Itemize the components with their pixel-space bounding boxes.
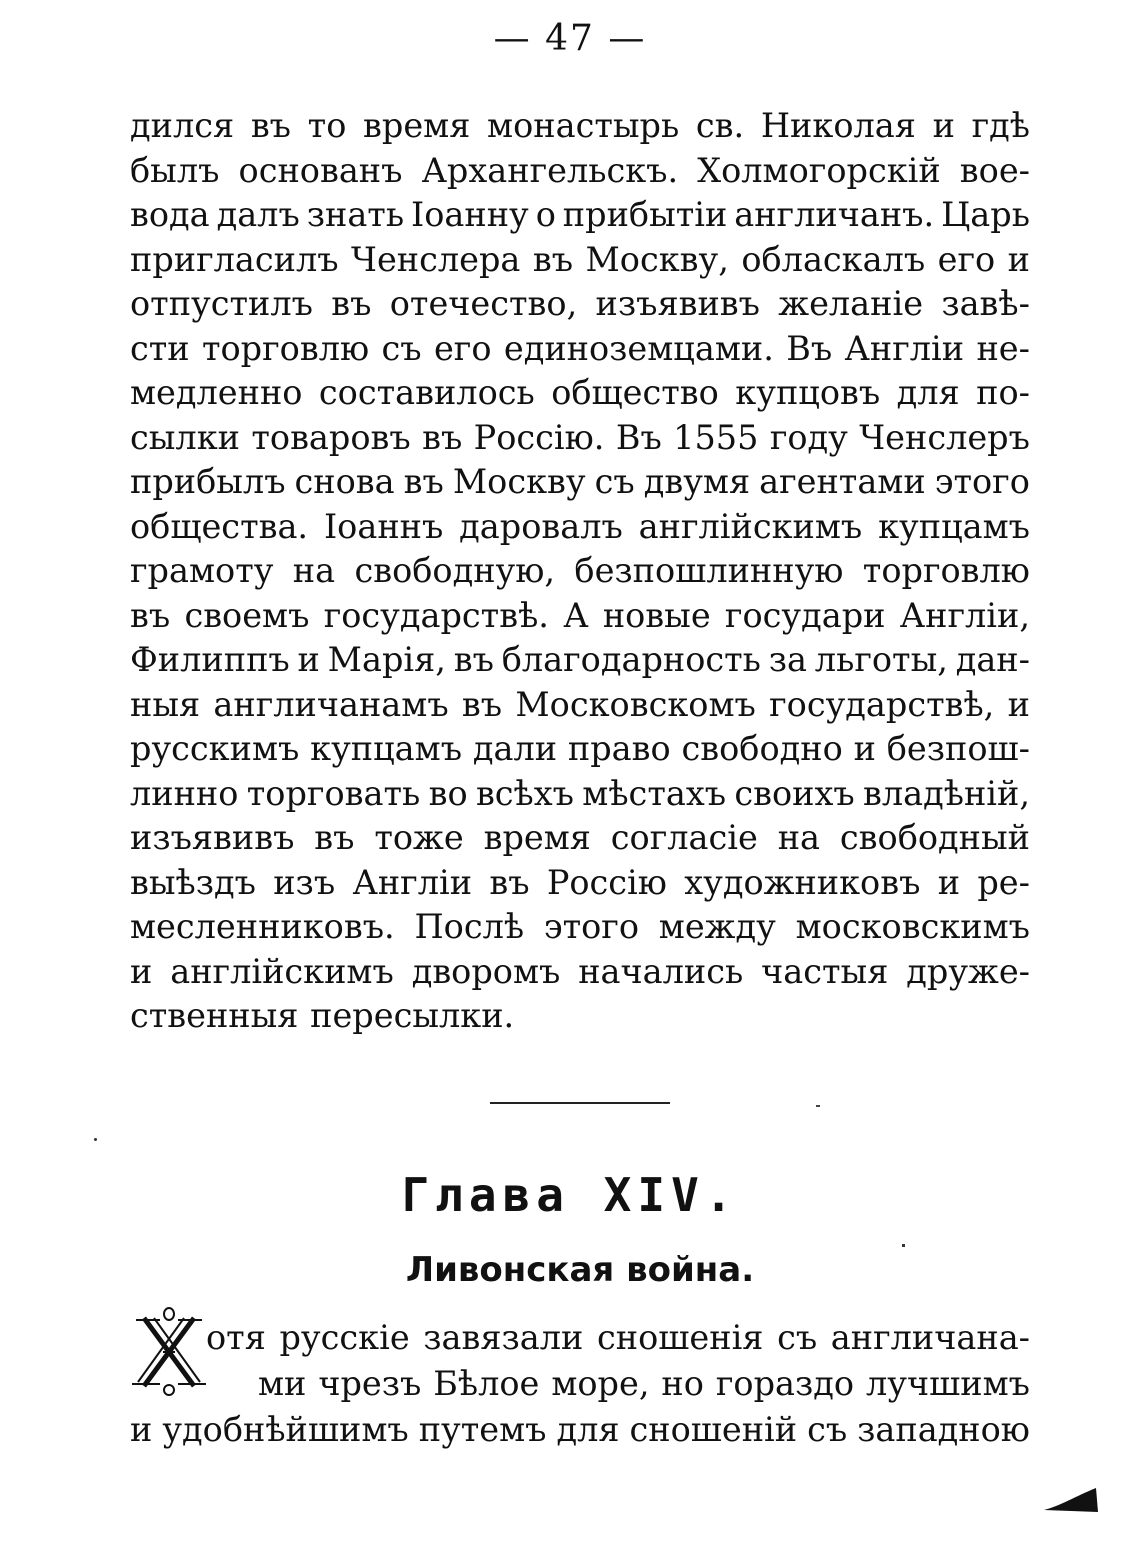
word: отечество,	[389, 284, 578, 323]
chapter-lead-line-1	[206, 1316, 1030, 1361]
word: въ	[130, 595, 171, 635]
word: основанъ	[238, 150, 403, 190]
word: безпош-	[886, 729, 1030, 768]
word: въ	[453, 640, 494, 679]
word: лучшимъ	[866, 1364, 1030, 1403]
word: и	[130, 951, 153, 991]
word: Марія,	[327, 640, 446, 679]
word: и	[1007, 239, 1030, 279]
word: время	[363, 106, 471, 145]
word: тоже	[374, 818, 464, 857]
word: Ченслера	[351, 239, 521, 279]
word: завѣ-	[941, 284, 1030, 323]
text-line	[130, 460, 1030, 505]
word: московскимъ	[795, 907, 1030, 946]
word: далъ	[216, 195, 300, 234]
word: прибытіи	[562, 195, 728, 234]
text-line	[130, 638, 1030, 683]
text-line	[130, 816, 1030, 861]
word: начались	[578, 951, 744, 991]
text-line	[130, 905, 1030, 950]
word: по-	[976, 373, 1030, 412]
word: Московскомъ	[515, 684, 756, 724]
word: завязали	[423, 1318, 584, 1357]
word: месленниковъ.	[130, 907, 395, 946]
text-line	[206, 1316, 1030, 1361]
word: линно	[130, 773, 239, 813]
text-line	[130, 282, 1030, 327]
word: безпошлинную	[574, 551, 844, 590]
word: англійскимъ	[170, 951, 394, 991]
word: торговлю	[862, 551, 1030, 590]
word: знать	[306, 195, 405, 234]
body-text	[130, 104, 1030, 1039]
word: изъ	[273, 862, 336, 902]
word: въ	[532, 239, 574, 279]
word: за	[768, 640, 807, 679]
word: Николая	[760, 106, 916, 145]
word: купцовъ	[735, 373, 881, 412]
chapter-lead-line-3	[130, 1408, 1030, 1453]
word: англичана-	[830, 1318, 1030, 1357]
word: Англіи	[352, 862, 473, 902]
word: государствѣ,	[769, 684, 995, 724]
page-corner	[1040, 1486, 1100, 1518]
word: составилось	[318, 373, 535, 412]
word: Іоанну	[411, 195, 529, 234]
word: море,	[551, 1364, 650, 1403]
word: не-	[976, 328, 1030, 368]
word: гдѣ	[971, 106, 1030, 145]
word: гораздо	[715, 1364, 855, 1403]
word: о	[535, 195, 556, 234]
text-line	[130, 193, 1030, 238]
word: русскіе	[279, 1318, 410, 1357]
chapter-lead-line-2	[258, 1362, 1030, 1407]
word: Архангельскъ.	[421, 150, 679, 190]
word: между	[658, 907, 776, 946]
text-line	[130, 416, 1030, 461]
word: медленно	[130, 373, 303, 412]
word: съ	[777, 1318, 818, 1357]
word: товаровъ	[251, 417, 411, 457]
word: и	[937, 862, 961, 902]
text-line	[130, 327, 1030, 372]
ink-smudge-icon	[1040, 1486, 1100, 1514]
word: Бѣлое	[433, 1364, 540, 1403]
word: даровалъ	[459, 506, 623, 546]
word: съ	[381, 328, 422, 368]
word: вое-	[959, 150, 1030, 190]
word: свободно	[681, 729, 843, 768]
word: пригласилъ	[130, 239, 339, 279]
text-line	[130, 950, 1030, 995]
word: художниковъ	[684, 862, 921, 902]
text-line	[130, 861, 1030, 906]
word: въ	[314, 818, 355, 857]
word: купцамъ	[310, 729, 463, 768]
word: Англіи	[844, 328, 965, 368]
word: выѣздъ	[130, 862, 256, 902]
word: и	[1007, 684, 1030, 724]
word: А	[563, 595, 589, 635]
word: въ	[422, 417, 463, 457]
ink-speck	[94, 1138, 97, 1141]
text-line	[130, 683, 1030, 728]
word: русскимъ	[130, 729, 300, 768]
word: въ	[403, 462, 444, 501]
word: дился	[130, 106, 235, 145]
word: всѣхъ	[475, 773, 574, 813]
word: на	[292, 551, 336, 590]
word: желаніе	[778, 284, 924, 323]
word: ственныя	[130, 996, 299, 1035]
word: то	[307, 106, 347, 145]
word: Послѣ	[414, 907, 525, 946]
word: англичанъ.	[734, 195, 935, 234]
word: дворомъ	[411, 951, 561, 991]
word: друже-	[906, 951, 1030, 991]
word: торговлю	[201, 328, 370, 368]
word: западною	[857, 1410, 1030, 1449]
word: вода	[130, 195, 210, 234]
word: время	[483, 818, 591, 857]
word: благодарность	[501, 640, 761, 679]
word: и	[932, 106, 955, 145]
word: чрезъ	[318, 1364, 422, 1403]
word: Царь	[941, 195, 1030, 234]
word: и	[130, 1410, 153, 1449]
text-line	[130, 594, 1030, 639]
word: этого	[934, 462, 1030, 501]
word: Москву	[452, 462, 586, 501]
word: единоземцами.	[503, 328, 774, 368]
word: англійскимъ	[638, 506, 863, 546]
text-line	[258, 1362, 1030, 1407]
word: льготы,	[814, 640, 948, 679]
word: во	[428, 773, 468, 813]
word: и	[853, 729, 876, 768]
word: согласіе	[610, 818, 758, 857]
text-line	[130, 238, 1030, 283]
word: съ	[807, 1410, 848, 1449]
word: въ	[250, 106, 291, 145]
word: путемъ	[418, 1410, 547, 1449]
dropcap-initial	[130, 1306, 208, 1396]
ink-speck	[816, 1105, 820, 1107]
word: монастырь	[487, 106, 680, 145]
text-line	[130, 727, 1030, 772]
word: дали	[472, 729, 558, 768]
word: обласкалъ	[741, 239, 926, 279]
ink-speck	[902, 1244, 905, 1247]
word: государствѣ.	[323, 595, 549, 635]
text-line	[130, 149, 1030, 194]
word: его	[433, 328, 492, 368]
text-line	[130, 371, 1030, 416]
word: свободную,	[354, 551, 556, 590]
text-line	[130, 772, 1030, 817]
word: былъ	[130, 150, 220, 190]
section-divider	[490, 1102, 670, 1104]
text-line	[130, 104, 1030, 149]
chapter-subtitle: Ливонская война.	[405, 1250, 755, 1290]
page-number: — 47 —	[493, 18, 647, 59]
word: его	[937, 239, 996, 279]
word: Россію.	[473, 417, 605, 457]
text-line	[130, 1408, 1030, 1453]
word: общества.	[130, 506, 309, 546]
word: ре-	[977, 862, 1030, 902]
word: двумя	[643, 462, 751, 501]
ornamental-letter-x-icon	[130, 1306, 208, 1396]
word: изъявивъ	[130, 818, 295, 857]
word: но	[661, 1364, 704, 1403]
word: изъявивъ	[595, 284, 760, 323]
word: снова	[294, 462, 395, 501]
word: въ	[461, 684, 503, 724]
word: право	[567, 729, 671, 768]
word: съ	[594, 462, 635, 501]
text-line	[130, 505, 1030, 550]
word: своихъ	[734, 773, 855, 813]
word: для	[556, 1410, 620, 1449]
word: ми	[258, 1364, 307, 1403]
word: сношенія	[597, 1318, 764, 1357]
word: государи	[724, 595, 886, 635]
word: Въ	[615, 417, 662, 457]
word: въ	[489, 862, 530, 902]
word: св.	[695, 106, 745, 145]
word: англичанамъ	[213, 684, 449, 724]
word: свободный	[839, 818, 1030, 857]
word: новые	[602, 595, 711, 635]
word: ныя	[130, 684, 201, 724]
word: частыя	[761, 951, 889, 991]
word: сылки	[130, 417, 240, 457]
word: Москву,	[585, 239, 729, 279]
word: отя	[206, 1318, 266, 1357]
word: Въ	[786, 328, 833, 368]
word: сти	[130, 328, 190, 368]
word: Англіи,	[899, 595, 1030, 635]
word: Холмогорскій	[697, 150, 941, 190]
word: году	[769, 417, 848, 457]
word: Россію	[546, 862, 667, 902]
word: отпустилъ	[130, 284, 313, 323]
word: мѣстахъ	[582, 773, 727, 813]
word: этого	[543, 907, 640, 946]
text-line	[130, 994, 1030, 1039]
word: агентами	[759, 462, 926, 501]
word: въ	[331, 284, 372, 323]
word: Ченслеръ	[859, 417, 1030, 457]
word: 1555	[673, 417, 759, 457]
word: Іоаннъ	[323, 506, 444, 546]
chapter-title: Глава XIV.	[401, 1168, 739, 1222]
word: владѣній,	[863, 773, 1030, 813]
word: купцамъ	[878, 506, 1030, 546]
word: пересылки.	[310, 996, 515, 1035]
word: общество	[551, 373, 719, 412]
word: прибылъ	[130, 462, 286, 501]
word: на	[777, 818, 821, 857]
word: грамоту	[130, 551, 274, 590]
word: для	[896, 373, 960, 412]
word: и	[297, 640, 320, 679]
word: удобнѣйшимъ	[162, 1410, 409, 1449]
word: сношеній	[629, 1410, 798, 1449]
word: торговать	[246, 773, 421, 813]
word: дан-	[955, 640, 1030, 679]
word: своемъ	[184, 595, 310, 635]
text-line	[130, 549, 1030, 594]
word: Филиппъ	[130, 640, 290, 679]
